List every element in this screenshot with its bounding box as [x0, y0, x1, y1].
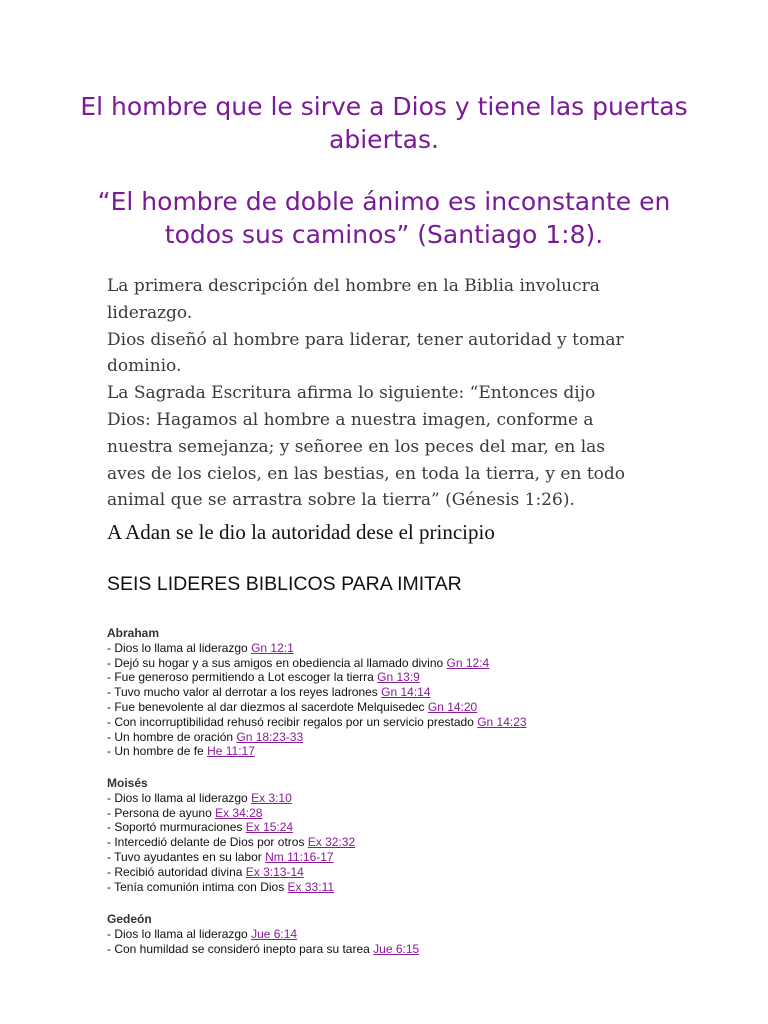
scripture-link[interactable]: Ex 3:10	[251, 790, 292, 805]
list-item: - Fue benevolente al dar diezmos al sacerdote Melquisedec Gn 14:20	[107, 699, 478, 714]
scripture-link[interactable]: He 11:17	[207, 744, 255, 759]
scripture-link[interactable]: Jue 6:14	[251, 926, 298, 941]
scripture-link[interactable]: Gn 14:20	[427, 699, 478, 714]
list-item: - Dios lo llama al liderazgo Jue 6:14	[107, 926, 298, 941]
scripture-link[interactable]: Gn 14:23	[477, 714, 527, 729]
scripture-link[interactable]: Ex 34:28	[215, 805, 263, 820]
scripture-quote: “El hombre de doble ánimo es inconstante en todos sus caminos” (Santiago 1:8).	[97, 187, 671, 249]
list-item: - Persona de ayuno Ex 34:28	[107, 805, 263, 820]
leader-name: Gedeón	[107, 912, 152, 926]
list-item: - Soportó murmuraciones Ex 15:24	[107, 820, 294, 835]
scripture-link[interactable]: Ex 3:13-14	[245, 864, 304, 879]
list-item: - Con incorruptibilidad rehusó recibir regalos por un servicio prestado Gn 14:23	[107, 714, 527, 729]
list-item: - Recibió autoridad divina Ex 3:13-14	[107, 864, 304, 879]
list-item: - Tuvo mucho valor al derrotar a los reyes ladrones Gn 14:14	[107, 685, 431, 700]
list-item: - Dios lo llama al liderazgo Ex 3:10	[107, 790, 292, 805]
scripture-link[interactable]: Ex 33:11	[287, 879, 335, 894]
intro-line: Dios diseñó al hombre para liderar, tener autoridad y tomar dominio.	[107, 329, 624, 377]
scripture-link[interactable]: Gn 12:4	[446, 655, 490, 670]
intro-line: La Sagrada Escritura afirma lo siguiente: “Entonces dijo Dios: Hagamos al hombre a nuestra imagen, conforme a nuestra semejanza; y señoree en los peces del mar, en las aves de los cielos, en las bestias, en toda la tierra, y en todo animal que se arrastra sobre la tierra” (Génesis 1:26).	[107, 383, 626, 511]
list-item: - Tenía comunión intima con Dios Ex 33:11	[107, 879, 335, 894]
leader-block-abraham	[107, 626, 527, 759]
scripture-link[interactable]: Gn 12:1	[251, 640, 294, 655]
scripture-link[interactable]: Jue 6:15	[373, 941, 420, 956]
intro-line: La primera descripción del hombre en la Biblia involucra liderazgo.	[107, 276, 600, 323]
leader-block-gedeon	[107, 912, 419, 956]
scripture-link[interactable]: Gn 18:23-33	[236, 729, 304, 744]
list-item: - Dejó su hogar y a sus amigos en obediencia al llamado divino Gn 12:4	[107, 655, 490, 670]
list-item: - Fue generoso permitiendo a Lot escoger la tierra Gn 13:9	[107, 670, 420, 685]
leader-block-moises	[107, 776, 355, 894]
list-item: - Tuvo ayudantes en su labor Nm 11:16-17	[107, 849, 334, 864]
list-item: - Un hombre de oración Gn 18:23-33	[107, 729, 304, 744]
list-item: - Un hombre de fe He 11:17	[107, 744, 255, 759]
leader-name: Abraham	[107, 626, 160, 640]
scripture-link[interactable]: Gn 13:9	[377, 670, 420, 685]
scripture-link[interactable]: Nm 11:16-17	[265, 849, 334, 864]
list-item: - Dios lo llama al liderazgo Gn 12:1	[107, 640, 294, 655]
list-item: - Intercedió delante de Dios por otros Ex 32:32	[107, 835, 356, 850]
adan-statement: A Adan se le dio la autoridad dese el principio	[107, 520, 495, 544]
leader-name: Moisés	[107, 776, 148, 790]
list-item: - Con humildad se consideró inepto para su tarea Jue 6:15	[107, 941, 420, 956]
scripture-link[interactable]: Ex 15:24	[245, 820, 294, 835]
page-title: El hombre que le sirve a Dios y tiene las puertas abiertas.	[80, 92, 688, 154]
scripture-link[interactable]: Ex 32:32	[307, 835, 356, 850]
section-title: SEIS LIDERES BIBLICOS PARA IMITAR	[107, 573, 462, 595]
scripture-link[interactable]: Gn 14:14	[381, 685, 431, 700]
intro-paragraph	[107, 273, 627, 514]
